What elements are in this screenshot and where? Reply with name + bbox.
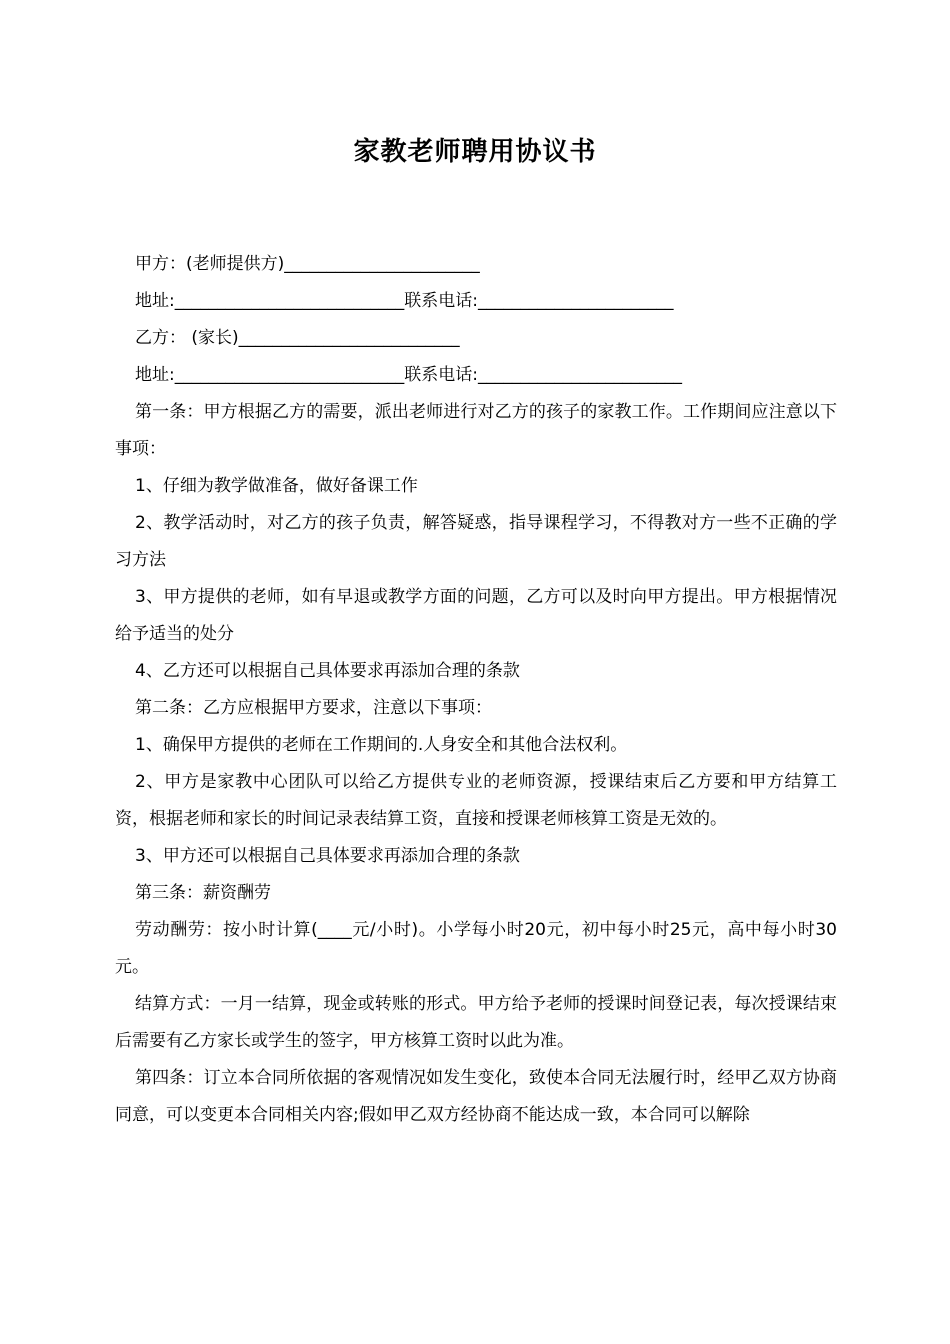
party-a-address-line: 地址:___________________________联系电话:_______________________	[135, 291, 674, 311]
article-1-item-1: 1、仔细为教学做准备，做好备课工作	[135, 476, 418, 496]
party-b-address-line: 地址:___________________________联系电话:________________________	[135, 365, 682, 385]
article-1-heading: 第一条：甲方根据乙方的需要，派出老师进行对乙方的孩子的家教工作。工作期间应注意以下事项：	[115, 402, 837, 459]
article-4-paragraph: 第四条：订立本合同所依据的客观情况如发生变化，致使本合同无法履行时，经甲乙双方协商同意，可以变更本合同相关内容;假如甲乙双方经协商不能达成一致，本合同可以解除	[115, 1068, 837, 1125]
article-2-heading: 第二条：乙方应根据甲方要求，注意以下事项：	[135, 698, 492, 718]
article-3-heading: 第三条：薪资酬劳	[135, 883, 271, 903]
article-1-item-3: 3、甲方提供的老师，如有早退或教学方面的问题，乙方可以及时向甲方提出。甲方根据情况给予适当的处分	[115, 587, 837, 644]
article-1-item-4: 4、乙方还可以根据自己具体要求再添加合理的条款	[135, 661, 520, 681]
article-2-item-1: 1、确保甲方提供的老师在工作期间的.人身安全和其他合法权利。	[135, 735, 628, 755]
article-1-item-2: 2、教学活动时，对乙方的孩子负责，解答疑惑，指导课程学习，不得教对方一些不正确的学习方法	[115, 513, 837, 570]
party-b-line: 乙方： (家长)__________________________	[135, 328, 460, 348]
article-2-item-2: 2、甲方是家教中心团队可以给乙方提供专业的老师资源，授课结束后乙方要和甲方结算工资，根据老师和家长的时间记录表结算工资，直接和授课老师核算工资是无效的。	[115, 772, 837, 829]
party-a-line: 甲方：(老师提供方)_______________________	[135, 254, 480, 274]
article-3-settlement: 结算方式：一月一结算，现金或转账的形式。甲方给予老师的授课时间登记表，每次授课结束后需要有乙方家长或学生的签字，甲方核算工资时以此为准。	[115, 994, 837, 1051]
article-2-item-3: 3、甲方还可以根据自己具体要求再添加合理的条款	[135, 846, 520, 866]
article-3-pay-rate: 劳动酬劳：按小时计算(____元/小时)。小学每小时20元，初中每小时25元，高中每小时30元。	[115, 920, 837, 977]
document-body	[115, 246, 837, 1134]
document-title: 家教老师聘用协议书	[353, 137, 597, 167]
